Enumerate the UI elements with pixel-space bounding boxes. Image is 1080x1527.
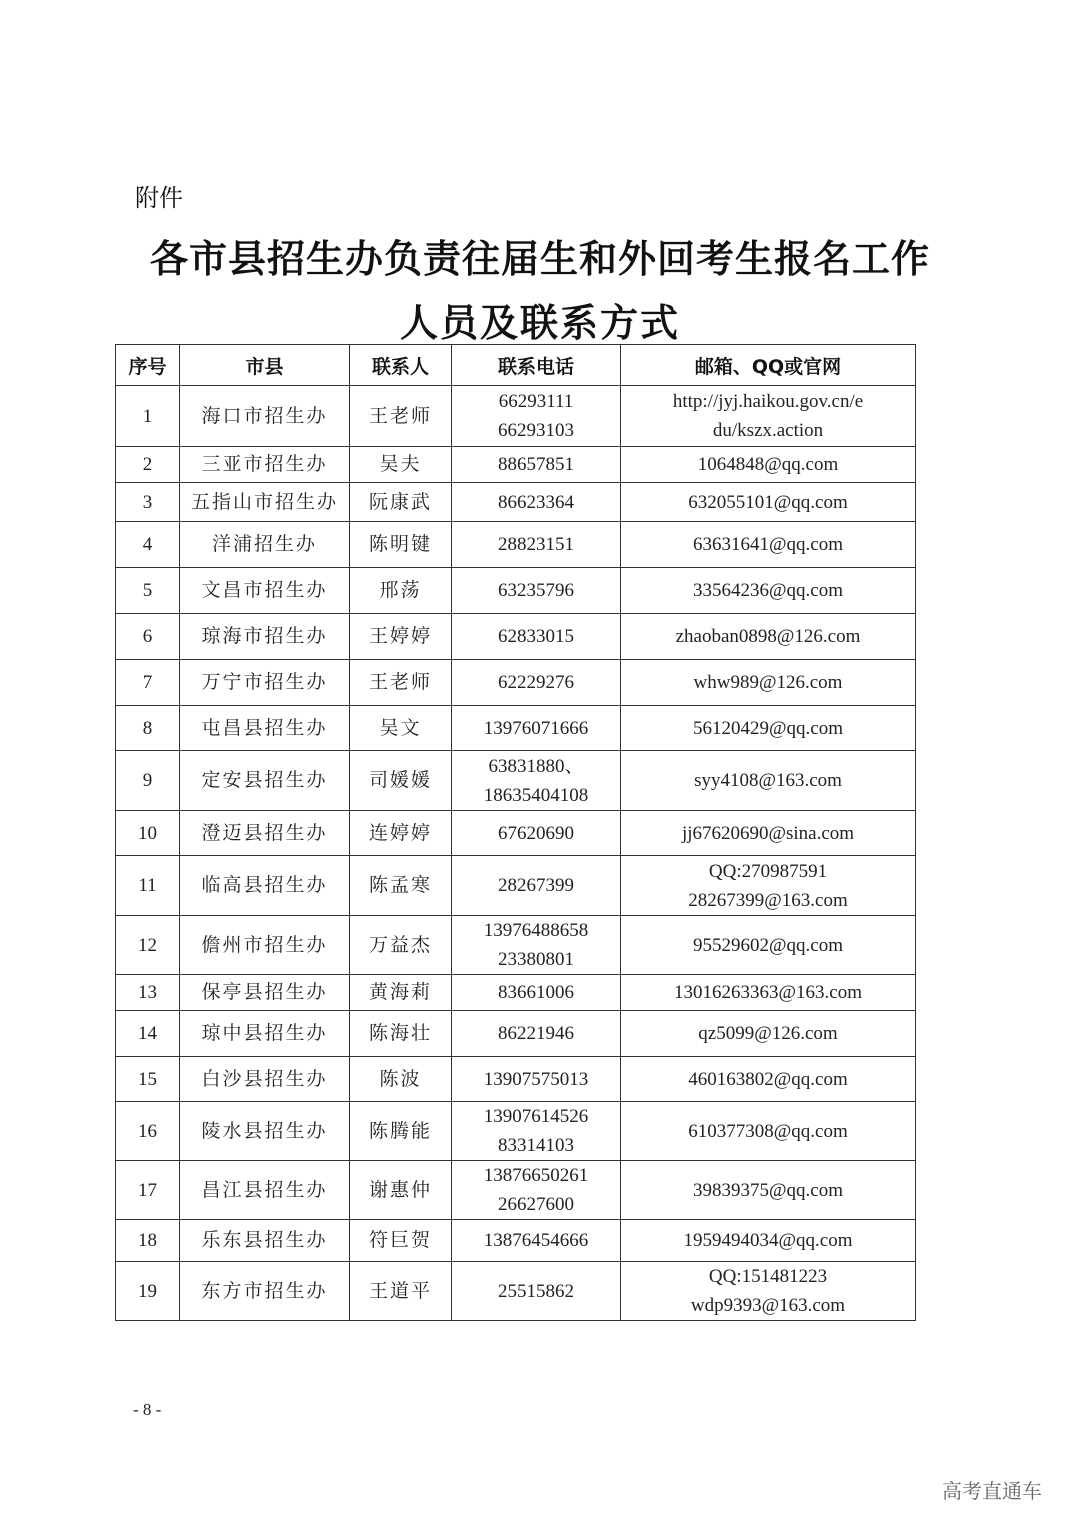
cell-phone xyxy=(452,856,621,916)
cell-email-qq-website xyxy=(621,916,916,975)
cell-contact-person: 陈海壮 xyxy=(350,1011,452,1057)
phone-number: 67620690 xyxy=(498,822,574,844)
cell-email-qq-website xyxy=(621,1161,916,1220)
qq-number: QQ:151481223 xyxy=(708,1266,828,1287)
cell-index: 14 xyxy=(116,1011,180,1057)
cell-contact-person: 吴文 xyxy=(350,706,452,751)
cell-index: 1 xyxy=(116,386,180,447)
cell-email-qq-website xyxy=(621,1102,916,1161)
table-body xyxy=(116,386,916,1321)
phone-number: 13876650261 xyxy=(483,1165,589,1186)
table-row xyxy=(116,568,916,614)
cell-contact-person: 万益杰 xyxy=(350,916,452,975)
cell-phone xyxy=(452,568,621,614)
cell-city: 琼中县招生办 xyxy=(180,1011,350,1057)
cell-phone xyxy=(452,483,621,522)
phone-number: 13907614526 xyxy=(483,1106,589,1127)
cell-index: 2 xyxy=(116,447,180,483)
phone-number: 25515862 xyxy=(498,1280,574,1302)
email-address[interactable]: 460163802@qq.com xyxy=(688,1068,848,1090)
phone-number: 26627600 xyxy=(498,1194,574,1215)
table-row xyxy=(116,1262,916,1321)
email-address[interactable]: 610377308@qq.com xyxy=(688,1120,848,1142)
cell-contact-person: 王老师 xyxy=(350,660,452,706)
cell-contact-person: 王道平 xyxy=(350,1262,452,1321)
cell-city: 定安县招生办 xyxy=(180,751,350,811)
email-address[interactable]: whw989@126.com xyxy=(693,672,843,693)
cell-index: 19 xyxy=(116,1262,180,1321)
table-row xyxy=(116,386,916,447)
cell-index: 11 xyxy=(116,856,180,916)
cell-city: 澄迈县招生办 xyxy=(180,811,350,856)
header-city: 市县 xyxy=(180,345,350,386)
cell-index: 17 xyxy=(116,1161,180,1220)
cell-email-qq-website xyxy=(621,483,916,522)
cell-index: 8 xyxy=(116,706,180,751)
table-row xyxy=(116,856,916,916)
cell-city: 琼海市招生办 xyxy=(180,614,350,660)
cell-email-qq-website xyxy=(621,447,916,483)
email-address[interactable]: 39839375@qq.com xyxy=(693,1179,843,1201)
phone-number: 13976071666 xyxy=(483,717,589,739)
cell-phone xyxy=(452,522,621,568)
cell-city: 屯昌县招生办 xyxy=(180,706,350,751)
phone-number: 13876454666 xyxy=(483,1230,589,1251)
phone-number: 83314103 xyxy=(498,1135,574,1156)
cell-index: 16 xyxy=(116,1102,180,1161)
email-address[interactable]: 63631641@qq.com xyxy=(693,534,843,555)
cell-email-qq-website xyxy=(621,1011,916,1057)
attachment-label: 附件 xyxy=(135,184,183,212)
cell-email-qq-website xyxy=(621,614,916,660)
cell-index: 7 xyxy=(116,660,180,706)
email-address[interactable]: wdp9393@163.com xyxy=(690,1295,846,1316)
document-title-line-2: 人员及联系方式 xyxy=(399,301,680,345)
cell-phone xyxy=(452,447,621,483)
cell-phone xyxy=(452,751,621,811)
header-phone: 联系电话 xyxy=(452,345,621,386)
table-row xyxy=(116,706,916,751)
cell-contact-person: 吴夫 xyxy=(350,447,452,483)
table-row xyxy=(116,483,916,522)
table-row xyxy=(116,811,916,856)
cell-phone xyxy=(452,916,621,975)
cell-phone xyxy=(452,1161,621,1220)
phone-number: 62833015 xyxy=(498,626,574,647)
cell-city: 乐东县招生办 xyxy=(180,1220,350,1262)
phone-number: 88657851 xyxy=(498,454,574,475)
phone-number: 86623364 xyxy=(498,491,574,513)
email-address[interactable]: syy4108@163.com xyxy=(694,770,842,791)
cell-index: 9 xyxy=(116,751,180,811)
cell-contact-person: 连婷婷 xyxy=(350,811,452,856)
table-row xyxy=(116,916,916,975)
phone-number: 63235796 xyxy=(498,580,574,601)
cell-email-qq-website xyxy=(621,1057,916,1102)
cell-city: 陵水县招生办 xyxy=(180,1102,350,1161)
phone-number: 28267399 xyxy=(498,875,574,896)
table-row xyxy=(116,751,916,811)
phone-number: 83661006 xyxy=(498,982,574,1003)
cell-city: 三亚市招生办 xyxy=(180,447,350,483)
email-address[interactable]: jj67620690@sina.com xyxy=(681,822,855,844)
email-address[interactable]: 1064848@qq.com xyxy=(697,454,839,475)
email-address[interactable]: 28267399@163.com xyxy=(688,889,848,911)
phone-number: 63831880、 xyxy=(488,755,584,777)
cell-phone xyxy=(452,1220,621,1262)
cell-phone xyxy=(452,1102,621,1161)
table-header-row xyxy=(116,345,916,386)
cell-contact-person: 阮康武 xyxy=(350,483,452,522)
cell-email-qq-website xyxy=(621,706,916,751)
cell-email-qq-website xyxy=(621,1262,916,1321)
email-address[interactable]: 13016263363@163.com xyxy=(674,982,862,1003)
cell-index: 3 xyxy=(116,483,180,522)
phone-number: 13976488658 xyxy=(483,920,589,941)
cell-email-qq-website xyxy=(621,386,916,447)
header-index: 序号 xyxy=(116,345,180,386)
header-email-qq-website: 邮箱、QQ或官网 xyxy=(621,345,916,386)
cell-city: 临高县招生办 xyxy=(180,856,350,916)
phone-number: 18635404108 xyxy=(483,784,589,806)
phone-number: 86221946 xyxy=(498,1023,574,1044)
cell-index: 4 xyxy=(116,522,180,568)
cell-index: 5 xyxy=(116,568,180,614)
cell-contact-person: 陈腾能 xyxy=(350,1102,452,1161)
cell-city: 保亭县招生办 xyxy=(180,975,350,1011)
cell-email-qq-website xyxy=(621,811,916,856)
contacts-table xyxy=(115,344,916,1321)
cell-contact-person: 王老师 xyxy=(350,386,452,447)
cell-contact-person: 陈明键 xyxy=(350,522,452,568)
email-address[interactable]: 33564236@qq.com xyxy=(693,580,843,601)
cell-contact-person: 邢荡 xyxy=(350,568,452,614)
cell-city: 昌江县招生办 xyxy=(180,1161,350,1220)
cell-city: 东方市招生办 xyxy=(180,1262,350,1321)
cell-city: 海口市招生办 xyxy=(180,386,350,447)
table-row xyxy=(116,447,916,483)
cell-phone xyxy=(452,386,621,447)
cell-phone xyxy=(452,975,621,1011)
header-contact-person: 联系人 xyxy=(350,345,452,386)
qq-number: QQ:270987591 xyxy=(708,860,828,882)
cell-index: 15 xyxy=(116,1057,180,1102)
email-address[interactable]: 56120429@qq.com xyxy=(693,717,843,739)
table-row xyxy=(116,1220,916,1262)
cell-phone xyxy=(452,811,621,856)
cell-city: 白沙县招生办 xyxy=(180,1057,350,1102)
cell-email-qq-website xyxy=(621,522,916,568)
table-row xyxy=(116,660,916,706)
cell-contact-person: 陈孟寒 xyxy=(350,856,452,916)
email-address[interactable]: qz5099@126.com xyxy=(698,1023,838,1044)
cell-contact-person: 谢惠仲 xyxy=(350,1161,452,1220)
email-address[interactable]: 95529602@qq.com xyxy=(693,934,843,956)
table-row xyxy=(116,1057,916,1102)
cell-email-qq-website xyxy=(621,1220,916,1262)
document-title-line-1: 各市县招生办负责往届生和外回考生报名工作 xyxy=(149,237,930,281)
table-row xyxy=(116,614,916,660)
page-number: - 8 - xyxy=(133,1400,162,1419)
cell-phone xyxy=(452,1057,621,1102)
cell-phone xyxy=(452,706,621,751)
cell-index: 6 xyxy=(116,614,180,660)
cell-index: 12 xyxy=(116,916,180,975)
cell-phone xyxy=(452,660,621,706)
cell-index: 18 xyxy=(116,1220,180,1262)
cell-city: 文昌市招生办 xyxy=(180,568,350,614)
phone-number: 13907575013 xyxy=(483,1068,589,1090)
cell-phone xyxy=(452,1011,621,1057)
cell-index: 13 xyxy=(116,975,180,1011)
email-address[interactable]: 632055101@qq.com xyxy=(688,491,848,513)
cell-city: 五指山市招生办 xyxy=(180,483,350,522)
cell-phone xyxy=(452,614,621,660)
cell-city: 万宁市招生办 xyxy=(180,660,350,706)
cell-index: 10 xyxy=(116,811,180,856)
email-address[interactable]: 1959494034@qq.com xyxy=(683,1230,853,1251)
cell-contact-person: 黄海莉 xyxy=(350,975,452,1011)
phone-number: 66293111 xyxy=(498,391,574,412)
cell-email-qq-website xyxy=(621,856,916,916)
table-row xyxy=(116,1102,916,1161)
cell-contact-person: 符巨贺 xyxy=(350,1220,452,1262)
table-row xyxy=(116,1161,916,1220)
cell-email-qq-website xyxy=(621,660,916,706)
phone-number: 62229276 xyxy=(498,672,574,693)
phone-number: 23380801 xyxy=(498,949,574,970)
cell-email-qq-website xyxy=(621,975,916,1011)
phone-number: 28823151 xyxy=(498,534,574,555)
cell-email-qq-website xyxy=(621,751,916,811)
cell-email-qq-website xyxy=(621,568,916,614)
cell-contact-person: 司媛媛 xyxy=(350,751,452,811)
cell-contact-person: 王婷婷 xyxy=(350,614,452,660)
cell-phone xyxy=(452,1262,621,1321)
cell-contact-person: 陈波 xyxy=(350,1057,452,1102)
phone-number: 66293103 xyxy=(498,420,574,441)
table-row xyxy=(116,1011,916,1057)
table-row xyxy=(116,522,916,568)
website-link[interactable]: du/kszx.action xyxy=(712,420,824,441)
cell-city: 洋浦招生办 xyxy=(180,522,350,568)
website-link[interactable]: http://jyj.haikou.gov.cn/e xyxy=(672,391,864,412)
table-row xyxy=(116,975,916,1011)
cell-city: 儋州市招生办 xyxy=(180,916,350,975)
watermark-logo-text: 高考直通车 xyxy=(942,1479,1042,1503)
email-address[interactable]: zhaoban0898@126.com xyxy=(675,626,861,647)
